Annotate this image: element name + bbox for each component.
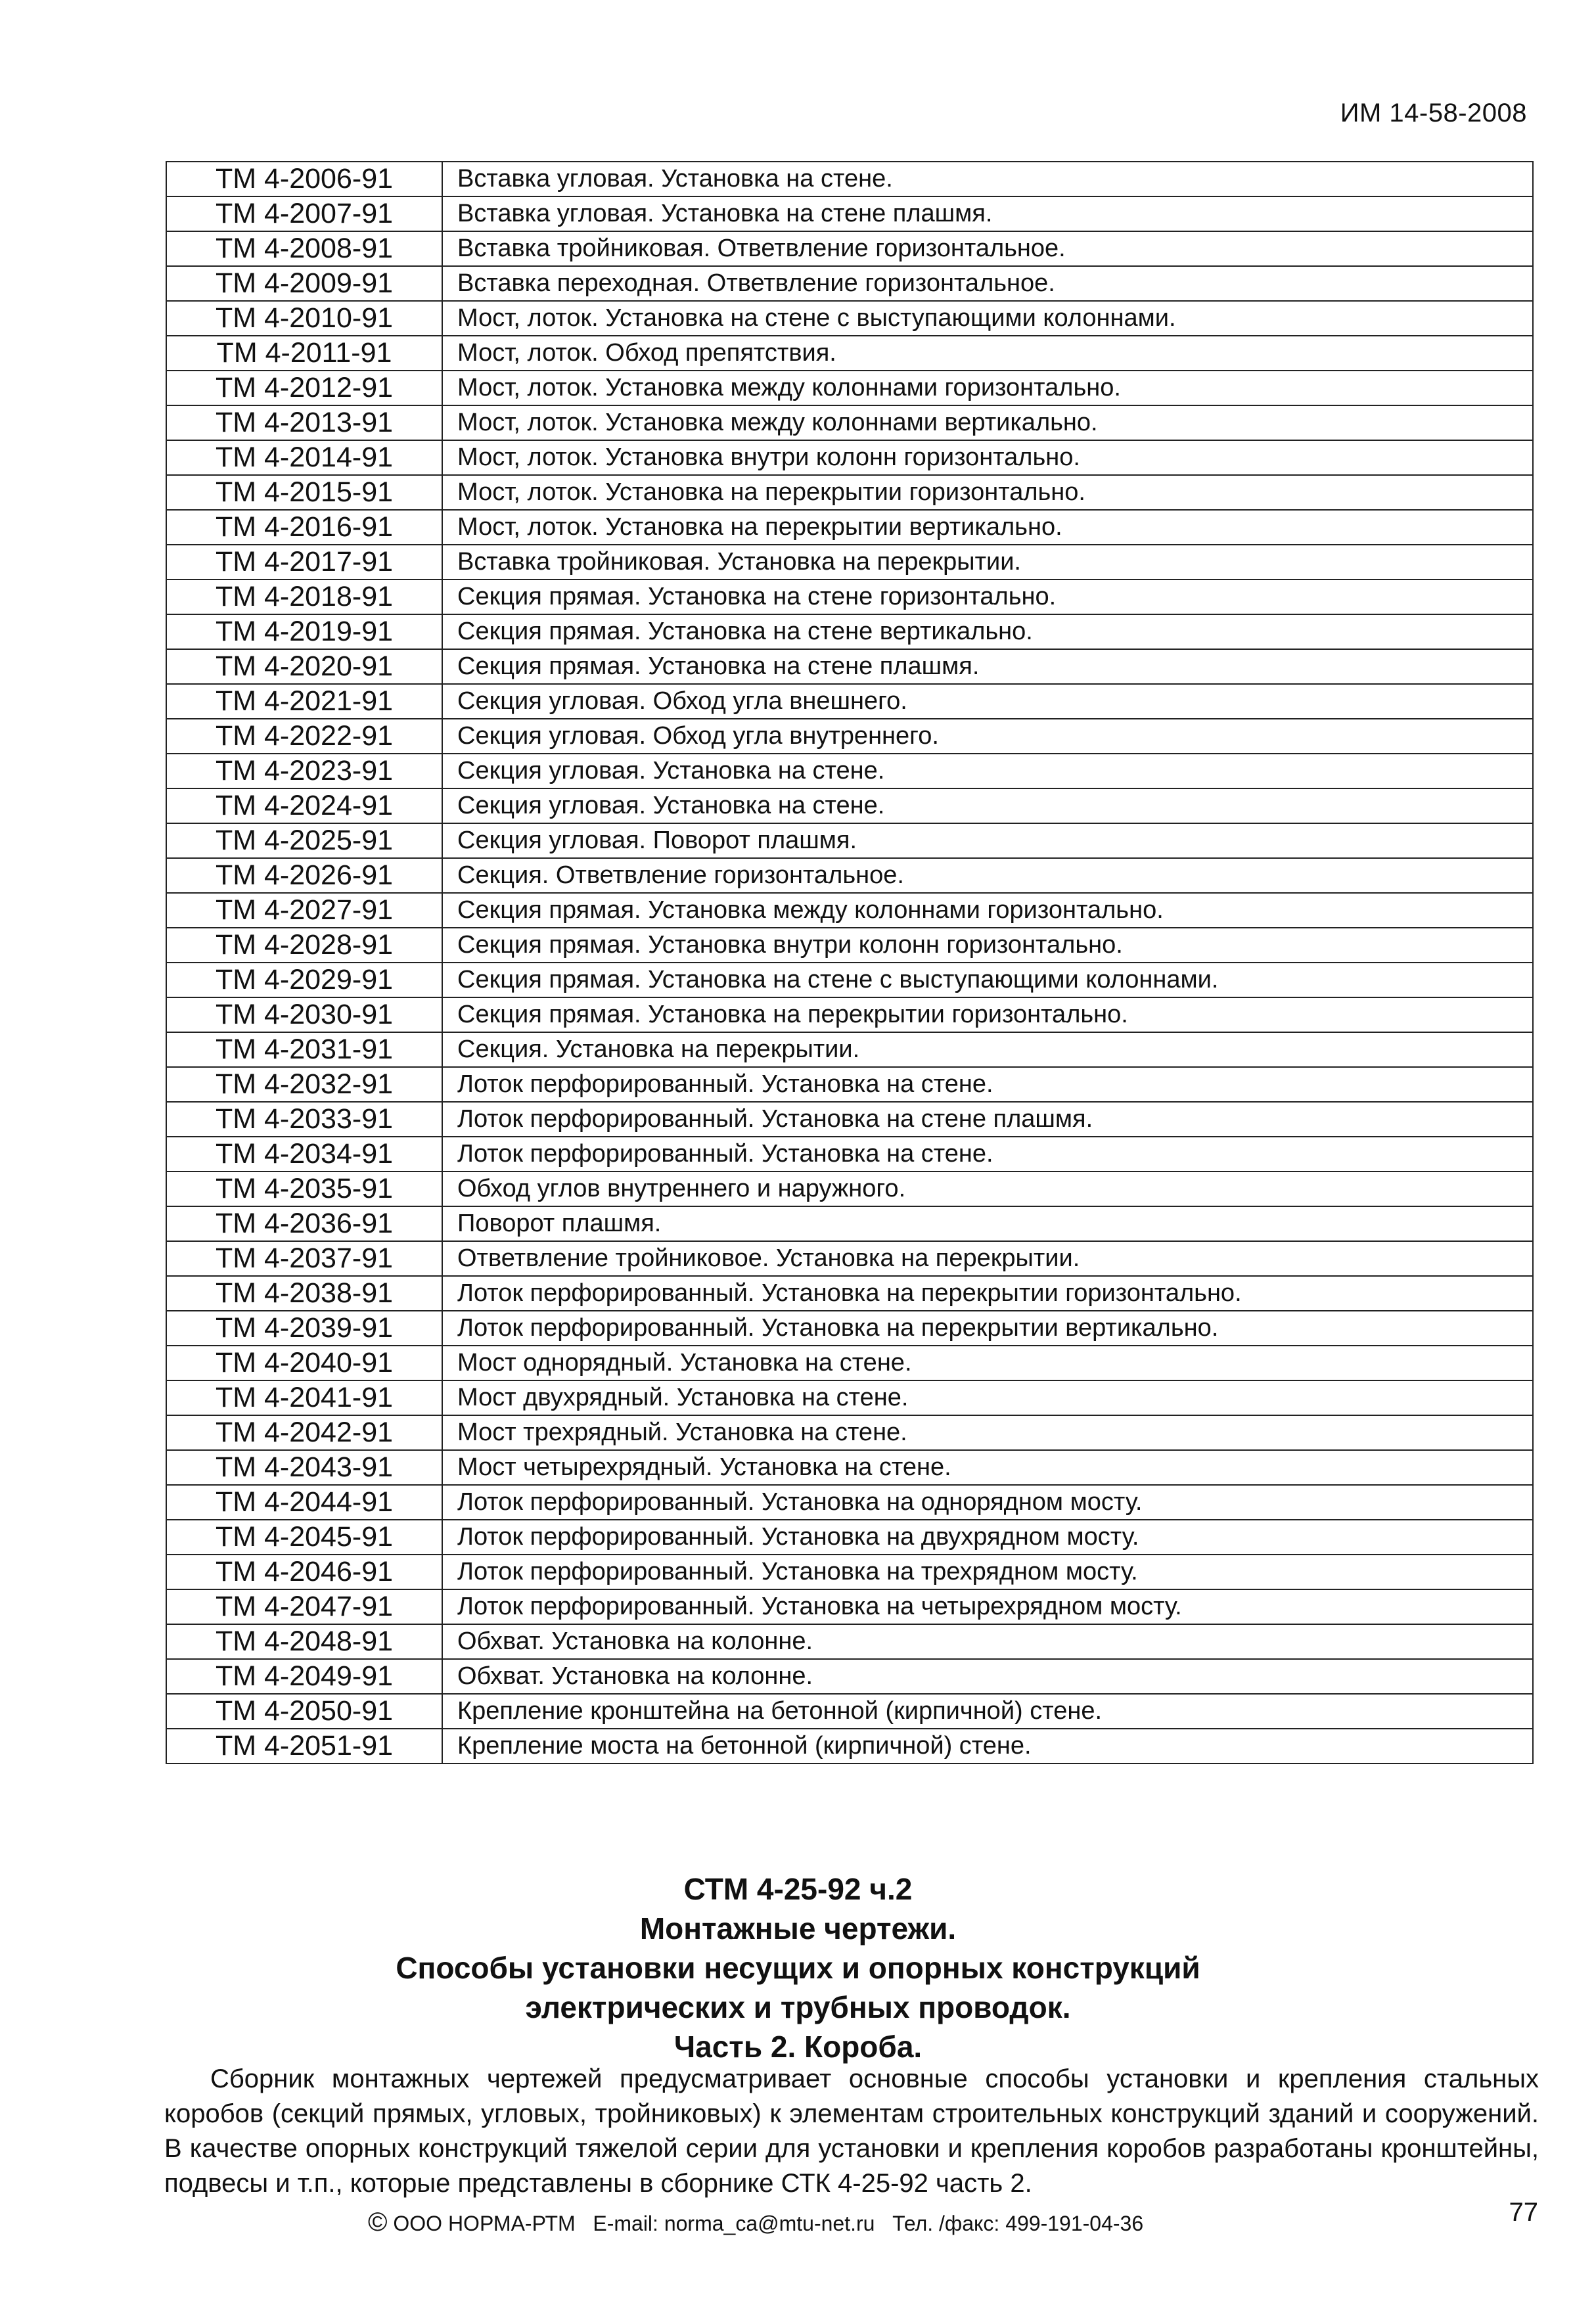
footer-company: ООО НОРМА-РТМ: [393, 2212, 576, 2235]
drawing-code-cell: ТМ 4-2047-91: [166, 1589, 442, 1624]
section-subtitle-line-1: Способы установки несущих и опорных конструкций: [396, 1951, 1200, 1985]
table-row: [166, 162, 1533, 196]
drawing-title-cell: Лоток перфорированный. Установка на стене плашмя.: [442, 1102, 1533, 1137]
drawing-code-cell: ТМ 4-2035-91: [166, 1172, 442, 1206]
drawing-code-cell: ТМ 4-2038-91: [166, 1276, 442, 1311]
drawing-code-cell: ТМ 4-2033-91: [166, 1102, 442, 1137]
drawing-code-cell: ТМ 4-2028-91: [166, 928, 442, 963]
table-row: [166, 440, 1533, 475]
page-footer: [368, 2208, 1143, 2237]
registry-body: [166, 162, 1533, 1764]
drawing-code-cell: ТМ 4-2018-91: [166, 580, 442, 614]
drawing-code-cell: ТМ 4-2020-91: [166, 649, 442, 684]
table-row: [166, 1311, 1533, 1346]
drawing-code-cell: ТМ 4-2014-91: [166, 440, 442, 475]
drawing-title-cell: Секция прямая. Установка внутри колонн горизонтально.: [442, 928, 1533, 963]
drawing-title-cell: Вставка переходная. Ответвление горизонтальное.: [442, 266, 1533, 301]
table-row: [166, 231, 1533, 266]
table-row: [166, 196, 1533, 231]
footer-phone: Тел. /факс: 499-191-04-36: [892, 2212, 1144, 2235]
page-number: 77: [1509, 2198, 1538, 2227]
drawing-code-cell: ТМ 4-2040-91: [166, 1346, 442, 1380]
drawing-code-cell: ТМ 4-2011-91: [166, 336, 442, 371]
table-row: [166, 1450, 1533, 1485]
drawing-code-cell: ТМ 4-2042-91: [166, 1415, 442, 1450]
drawing-title-cell: Ответвление тройниковое. Установка на перекрытии.: [442, 1241, 1533, 1276]
drawing-code-cell: ТМ 4-2024-91: [166, 788, 442, 823]
table-row: [166, 1346, 1533, 1380]
drawing-code-cell: ТМ 4-2025-91: [166, 823, 442, 858]
drawing-code-cell: ТМ 4-2013-91: [166, 405, 442, 440]
drawing-code-cell: ТМ 4-2046-91: [166, 1555, 442, 1589]
table-row: [166, 788, 1533, 823]
drawing-code-cell: ТМ 4-2048-91: [166, 1624, 442, 1659]
drawing-code-cell: ТМ 4-2017-91: [166, 545, 442, 580]
drawing-title-cell: Вставка угловая. Установка на стене плашмя.: [442, 196, 1533, 231]
copyright-icon: ©: [368, 2208, 388, 2237]
drawing-title-cell: Вставка тройниковая. Установка на перекрытии.: [442, 545, 1533, 580]
table-row: [166, 1624, 1533, 1659]
drawing-title-cell: Секция угловая. Установка на стене.: [442, 754, 1533, 788]
drawing-title-cell: Секция прямая. Установка на стене плашмя.: [442, 649, 1533, 684]
drawing-title-cell: Секция угловая. Обход угла внешнего.: [442, 684, 1533, 719]
table-row: [166, 301, 1533, 336]
table-row: [166, 1729, 1533, 1764]
drawing-code-cell: ТМ 4-2008-91: [166, 231, 442, 266]
table-row: [166, 1067, 1533, 1102]
table-row: [166, 1589, 1533, 1624]
drawing-title-cell: Обхват. Установка на колонне.: [442, 1624, 1533, 1659]
drawing-title-cell: Мост четырехрядный. Установка на стене.: [442, 1450, 1533, 1485]
drawing-code-cell: ТМ 4-2050-91: [166, 1694, 442, 1729]
drawing-title-cell: Лоток перфорированный. Установка на перекрытии горизонтально.: [442, 1276, 1533, 1311]
table-row: [166, 336, 1533, 371]
table-row: [166, 1485, 1533, 1520]
section-part: Часть 2. Короба.: [673, 2030, 923, 2064]
drawing-title-cell: Секция угловая. Установка на стене.: [442, 788, 1533, 823]
drawing-code-cell: ТМ 4-2034-91: [166, 1137, 442, 1172]
drawing-code-cell: ТМ 4-2009-91: [166, 266, 442, 301]
footer-email: E-mail: norma_ca@mtu-net.ru: [593, 2212, 875, 2235]
table-row: [166, 1520, 1533, 1555]
drawing-title-cell: Обход углов внутреннего и наружного.: [442, 1172, 1533, 1206]
table-row: [166, 1555, 1533, 1589]
table-row: [166, 371, 1533, 405]
drawing-code-cell: ТМ 4-2019-91: [166, 614, 442, 649]
table-row: [166, 1415, 1533, 1450]
drawing-title-cell: Лоток перфорированный. Установка на двухрядном мосту.: [442, 1520, 1533, 1555]
drawing-title-cell: Вставка угловая. Установка на стене.: [442, 162, 1533, 196]
drawing-title-cell: Мост, лоток. Установка на перекрытии вертикально.: [442, 510, 1533, 545]
table-row: [166, 1032, 1533, 1067]
drawing-code-cell: ТМ 4-2012-91: [166, 371, 442, 405]
drawing-title-cell: Секция прямая. Установка на стене горизонтально.: [442, 580, 1533, 614]
drawing-code-cell: ТМ 4-2007-91: [166, 196, 442, 231]
table-row: [166, 1276, 1533, 1311]
drawing-title-cell: Мост, лоток. Установка на стене с выступающими колоннами.: [442, 301, 1533, 336]
drawing-title-cell: Лоток перфорированный. Установка на однорядном мосту.: [442, 1485, 1533, 1520]
section-heading: [0, 1869, 1596, 2066]
table-row: [166, 1102, 1533, 1137]
drawing-code-cell: ТМ 4-2027-91: [166, 893, 442, 928]
drawing-code-cell: ТМ 4-2037-91: [166, 1241, 442, 1276]
document-code: ИМ 14-58-2008: [1340, 99, 1527, 127]
table-row: [166, 475, 1533, 510]
drawing-title-cell: Мост, лоток. Установка внутри колонн горизонтально.: [442, 440, 1533, 475]
table-row: [166, 1137, 1533, 1172]
table-row: [166, 684, 1533, 719]
section-title: Монтажные чертежи.: [639, 1911, 957, 1946]
drawing-code-cell: ТМ 4-2016-91: [166, 510, 442, 545]
drawing-title-cell: Лоток перфорированный. Установка на четырехрядном мосту.: [442, 1589, 1533, 1624]
table-row: [166, 649, 1533, 684]
drawing-title-cell: Лоток перфорированный. Установка на стене.: [442, 1067, 1533, 1102]
drawing-title-cell: Лоток перфорированный. Установка на трехрядном мосту.: [442, 1555, 1533, 1589]
drawing-title-cell: Секция прямая. Установка между колоннами горизонтально.: [442, 893, 1533, 928]
section-code: СТМ 4-25-92 ч.2: [683, 1872, 913, 1906]
drawing-title-cell: Мост трехрядный. Установка на стене.: [442, 1415, 1533, 1450]
drawing-code-cell: ТМ 4-2045-91: [166, 1520, 442, 1555]
drawing-title-cell: Мост двухрядный. Установка на стене.: [442, 1380, 1533, 1415]
table-row: [166, 614, 1533, 649]
drawing-code-cell: ТМ 4-2032-91: [166, 1067, 442, 1102]
drawing-title-cell: Секция прямая. Установка на стене вертикально.: [442, 614, 1533, 649]
drawing-code-cell: ТМ 4-2036-91: [166, 1206, 442, 1241]
table-row: [166, 893, 1533, 928]
table-row: [166, 1380, 1533, 1415]
drawing-title-cell: Крепление моста на бетонной (кирпичной) стене.: [442, 1729, 1533, 1764]
table-row: [166, 1659, 1533, 1694]
table-row: [166, 1694, 1533, 1729]
drawing-code-cell: ТМ 4-2031-91: [166, 1032, 442, 1067]
table-row: [166, 928, 1533, 963]
table-row: [166, 405, 1533, 440]
drawing-code-cell: ТМ 4-2030-91: [166, 997, 442, 1032]
drawing-title-cell: Секция угловая. Обход угла внутреннего.: [442, 719, 1533, 754]
table-row: [166, 510, 1533, 545]
section-abstract: Сборник монтажных чертежей предусматривает основные способы установки и крепления стальных коробов (секций прямых, угловых, тройниковых) к элементам строительных конструкций зданий и сооружений. В качестве опорных конструкций тяжелой серии для установки и крепления коробов разработаны кронштейны, подвесы и т.п., которые представлены в сборнике СТК 4-25-92 часть 2.: [164, 2064, 1539, 2198]
drawing-title-cell: Секция прямая. Установка на перекрытии горизонтально.: [442, 997, 1533, 1032]
table-row: [166, 719, 1533, 754]
drawing-code-cell: ТМ 4-2026-91: [166, 858, 442, 893]
drawing-title-cell: Мост, лоток. Установка между колоннами горизонтально.: [442, 371, 1533, 405]
section-subtitle-line-2: электрических и трубных проводок.: [525, 1990, 1071, 2024]
drawing-code-cell: ТМ 4-2023-91: [166, 754, 442, 788]
table-row: [166, 823, 1533, 858]
table-row: [166, 754, 1533, 788]
table-row: [166, 266, 1533, 301]
drawing-code-cell: ТМ 4-2051-91: [166, 1729, 442, 1764]
drawing-code-cell: ТМ 4-2022-91: [166, 719, 442, 754]
drawing-title-cell: Секция. Установка на перекрытии.: [442, 1032, 1533, 1067]
drawing-title-cell: Мост однорядный. Установка на стене.: [442, 1346, 1533, 1380]
table-row: [166, 1206, 1533, 1241]
table-row: [166, 1172, 1533, 1206]
drawing-title-cell: Секция. Ответвление горизонтальное.: [442, 858, 1533, 893]
drawing-title-cell: Вставка тройниковая. Ответвление горизонтальное.: [442, 231, 1533, 266]
table-row: [166, 997, 1533, 1032]
drawing-title-cell: Секция угловая. Поворот плашмя.: [442, 823, 1533, 858]
table-row: [166, 580, 1533, 614]
drawing-code-cell: ТМ 4-2006-91: [166, 162, 442, 196]
drawing-title-cell: Лоток перфорированный. Установка на стене.: [442, 1137, 1533, 1172]
drawing-code-cell: ТМ 4-2010-91: [166, 301, 442, 336]
drawing-code-cell: ТМ 4-2043-91: [166, 1450, 442, 1485]
drawing-code-cell: ТМ 4-2021-91: [166, 684, 442, 719]
drawing-code-cell: ТМ 4-2015-91: [166, 475, 442, 510]
drawing-title-cell: Лоток перфорированный. Установка на перекрытии вертикально.: [442, 1311, 1533, 1346]
drawing-code-cell: ТМ 4-2049-91: [166, 1659, 442, 1694]
table-row: [166, 1241, 1533, 1276]
table-row: [166, 545, 1533, 580]
drawing-title-cell: Мост, лоток. Обход препятствия.: [442, 336, 1533, 371]
table-row: [166, 858, 1533, 893]
drawing-code-cell: ТМ 4-2039-91: [166, 1311, 442, 1346]
drawings-registry-table: [166, 161, 1534, 1764]
drawing-title-cell: Поворот плашмя.: [442, 1206, 1533, 1241]
drawing-code-cell: ТМ 4-2029-91: [166, 963, 442, 997]
drawing-title-cell: Секция прямая. Установка на стене с выступающими колоннами.: [442, 963, 1533, 997]
drawing-title-cell: Мост, лоток. Установка между колоннами вертикально.: [442, 405, 1533, 440]
drawing-code-cell: ТМ 4-2041-91: [166, 1380, 442, 1415]
drawing-title-cell: Обхват. Установка на колонне.: [442, 1659, 1533, 1694]
drawing-title-cell: Крепление кронштейна на бетонной (кирпичной) стене.: [442, 1694, 1533, 1729]
drawing-code-cell: ТМ 4-2044-91: [166, 1485, 442, 1520]
drawing-title-cell: Мост, лоток. Установка на перекрытии горизонтально.: [442, 475, 1533, 510]
table-row: [166, 963, 1533, 997]
